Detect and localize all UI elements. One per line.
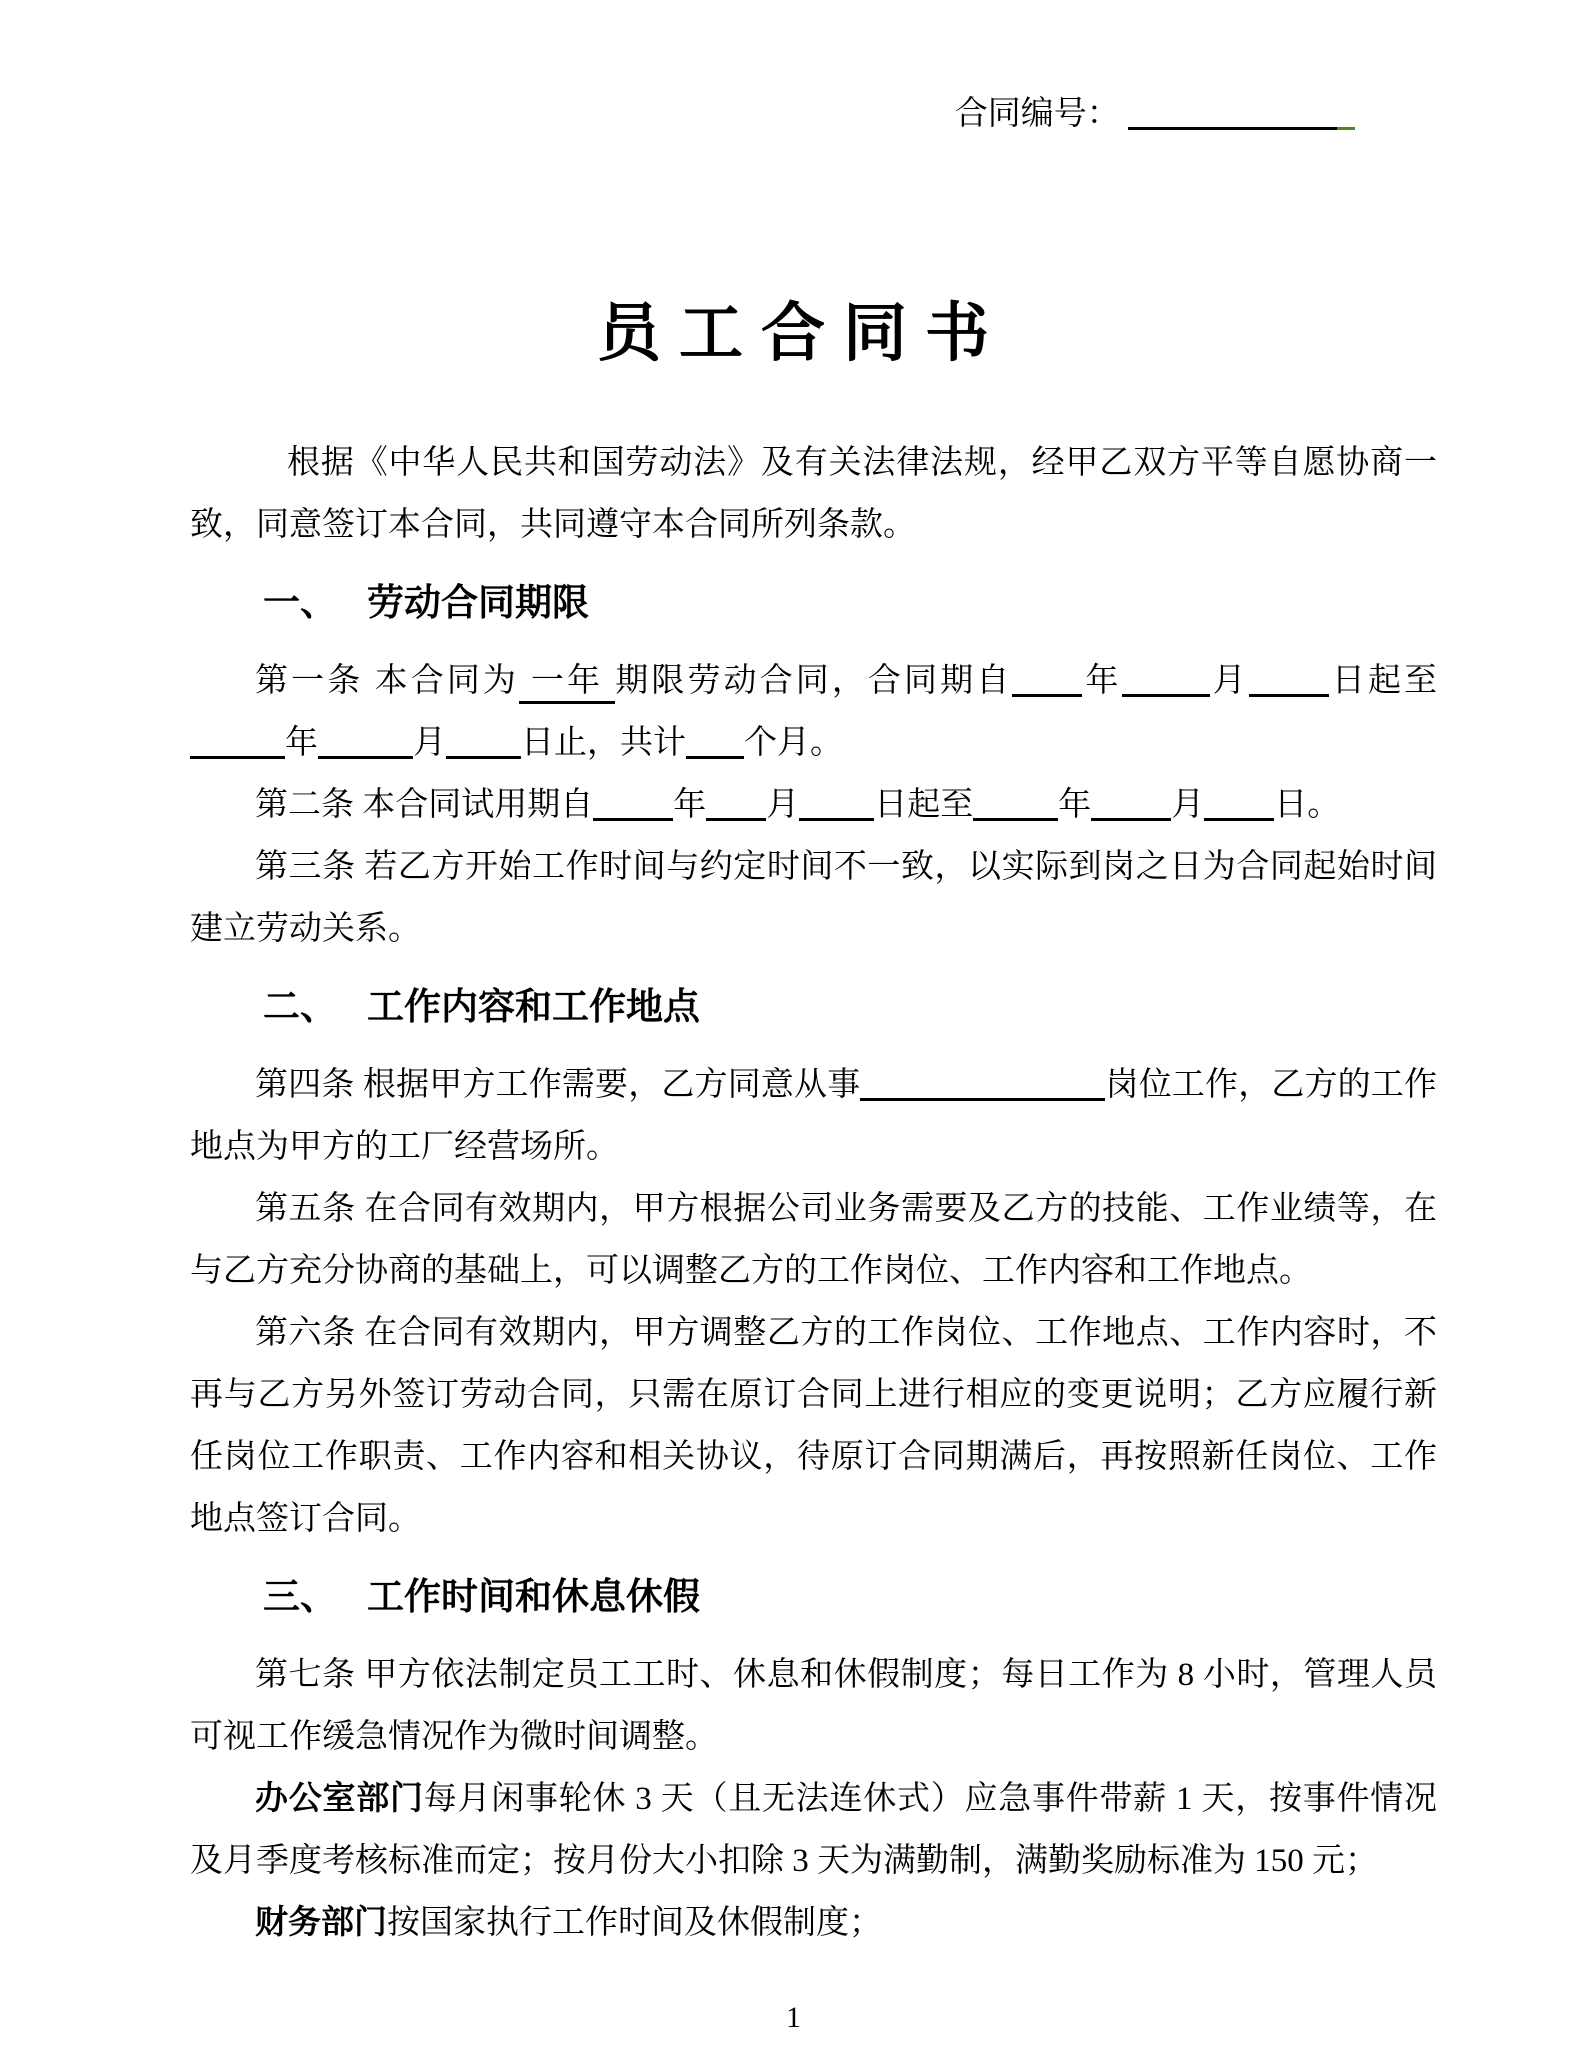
contract-number-label: 合同编号： — [954, 96, 1120, 132]
section-heading-1-label: 劳动合同期限 — [367, 583, 589, 624]
clause-1 — [190, 650, 1437, 774]
clause-1-blank-5[interactable] — [1122, 682, 1210, 697]
clause-2-blank-9[interactable] — [1091, 806, 1171, 821]
section-heading-2 — [263, 976, 1437, 1040]
clause-1-text-12: 月 — [413, 725, 446, 761]
clause-1-text-6: 月 — [1209, 663, 1249, 699]
section-heading-2-label: 工作内容和工作地点 — [367, 987, 700, 1028]
underline-green-artifact — [1337, 115, 1355, 130]
clause-2-text-4: 月 — [766, 787, 800, 823]
clause-7 — [190, 1644, 1437, 1768]
clause-2-text-10: 月 — [1171, 787, 1205, 823]
clause-1-text-10: 年 — [285, 725, 318, 761]
finance-dept-paragraph-bold-text: 财务部门 — [255, 1905, 387, 1941]
section-heading-1-number: 一、 — [263, 583, 337, 624]
clause-1-blank-11[interactable] — [318, 744, 413, 759]
document-title: 员 工 合 同 书 — [597, 298, 990, 369]
finance-dept-paragraph — [190, 1892, 1437, 1954]
clause-2-text-8: 年 — [1058, 787, 1092, 823]
contract-number-line — [0, 92, 1587, 136]
clause-2-blank-11[interactable] — [1204, 806, 1274, 821]
clause-4-blank-1[interactable] — [860, 1086, 1105, 1101]
clause-6-text-0: 第六条 在合同有效期内，甲方调整乙方的工作岗位、工作地点、工作内容时，不再与乙方另外签订劳动合同，只需在原订合同上进行相应的变更说明；乙方应履行新任岗位工作职责、工作内容和相关协议，待原订合同期满后，再按照新任岗位、工作地点签订合同。 — [190, 1315, 1437, 1537]
document-body — [190, 432, 1437, 1954]
section-heading-1 — [263, 572, 1437, 636]
clause-2-blank-7[interactable] — [973, 806, 1058, 821]
clause-2-blank-5[interactable] — [799, 806, 874, 821]
finance-dept-paragraph-text-1: 按国家执行工作时间及休假制度； — [387, 1905, 882, 1941]
clause-3-text-0: 第三条 若乙方开始工作时间与约定时间不一致，以实际到岗之日为合同起始时间建立劳动关系。 — [190, 849, 1437, 947]
clause-1-blank-9[interactable] — [190, 744, 285, 759]
clause-1-text-14: 日止，共计 — [521, 725, 686, 761]
clause-2-text-0: 第二条 本合同试用期自 — [255, 787, 594, 823]
clause-2 — [190, 774, 1437, 836]
clause-2-text-2: 年 — [673, 787, 707, 823]
intro-paragraph — [190, 432, 1437, 556]
section-heading-3-number: 三、 — [263, 1577, 337, 1618]
section-heading-2-number: 二、 — [263, 987, 337, 1028]
clause-3 — [190, 836, 1437, 960]
clause-5-text-0: 第五条 在合同有效期内，甲方根据公司业务需要及乙方的技能、工作业绩等，在与乙方充分协商的基础上，可以调整乙方的工作岗位、工作内容和工作地点。 — [190, 1191, 1437, 1289]
section-heading-3 — [263, 1566, 1437, 1630]
clause-4 — [190, 1054, 1437, 1178]
clause-1-text-4: 年 — [1082, 663, 1122, 699]
clause-1-text-0: 第一条 本合同为 — [255, 663, 520, 699]
clause-1-underlined-text: 一年 — [519, 663, 615, 704]
intro-paragraph-text-0: 根据《中华人民共和国劳动法》及有关法律法规，经甲乙双方平等自愿协商一致，同意签订本合同，共同遵守本合同所列条款。 — [190, 445, 1437, 543]
clause-1-blank-3[interactable] — [1012, 682, 1082, 697]
clause-1-blank-15[interactable] — [686, 744, 744, 759]
clause-2-blank-1[interactable] — [593, 806, 673, 821]
office-dept-paragraph-bold-text: 办公室部门 — [255, 1781, 424, 1817]
clause-1-blank-13[interactable] — [446, 744, 521, 759]
clause-4-text-2: 岗位工作，乙方的工作地点为甲方的工厂经营场所。 — [190, 1067, 1438, 1165]
clause-1-text-8: 日起至 — [1328, 663, 1438, 699]
office-dept-paragraph — [190, 1768, 1437, 1892]
contract-number-blank-field[interactable] — [1128, 115, 1337, 130]
clause-1-text-2: 期限劳动合同，合同期自 — [615, 663, 1013, 699]
clause-7-text-0: 第七条 甲方依法制定员工工时、休息和休假制度；每日工作为 8 小时，管理人员可视工作缓急情况作为微时间调整。 — [190, 1657, 1437, 1755]
clause-5 — [190, 1178, 1437, 1302]
clause-6 — [190, 1302, 1437, 1550]
clause-2-blank-3[interactable] — [706, 806, 766, 821]
clause-4-text-0: 第四条 根据甲方工作需要，乙方同意从事 — [255, 1067, 861, 1103]
clause-1-text-16: 个月。 — [744, 725, 843, 761]
clause-1-blank-7[interactable] — [1249, 682, 1329, 697]
section-heading-3-label: 工作时间和休息休假 — [367, 1577, 700, 1618]
page-number: 1 — [786, 2001, 801, 2034]
clause-2-text-12: 日。 — [1274, 787, 1341, 823]
clause-2-text-6: 日起至 — [874, 787, 974, 823]
office-dept-paragraph-text-1: 每月闲事轮休 3 天（且无法连休式）应急事件带薪 1 天，按事件情况及月季度考核标准而定；按月份大小扣除 3 天为满勤制，满勤奖励标准为 150 元； — [190, 1781, 1437, 1879]
